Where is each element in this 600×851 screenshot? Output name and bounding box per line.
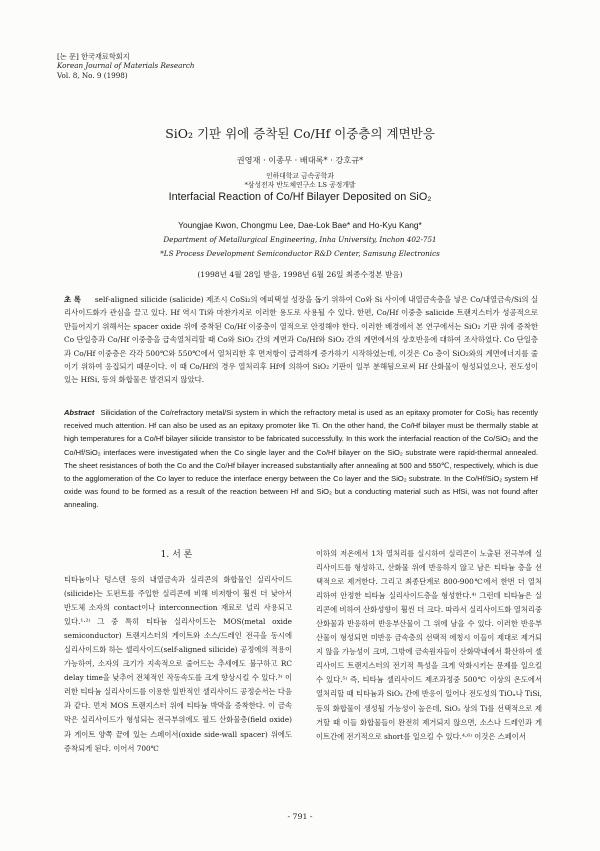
title-korean: SiO₂ 기판 위에 증착된 Co/Hf 이중층의 계면반응 xyxy=(165,126,435,141)
section-heading-introduction: 1. 서 론 xyxy=(160,550,193,560)
abstract-korean-label: 초 록 xyxy=(64,295,81,304)
affiliation-korean-2: *삼성전자 반도체연구소 LS 공정개발 xyxy=(244,181,356,189)
journal-volume: Vol. 8, No. 9 (1998) xyxy=(57,70,128,80)
abstract-english-text: Silicidation of the Co/refractory metal/Si system in which the refractory metal is used as an epitaxy promoter for CoSi₂ has recently received much attention. Hf can also be used as an epitaxy promoter like Ti. On the other hand, the Co/Hf bilayer must be thermally stable at high temperatures for a Co/Hf bilayer silicide transistor to be fabricated successfully. In this work the interfacial reaction of the Co/SiO₂ and the Co/Hf/SiO₂ interfaces were investigated when the Co single layer and the Co/Hf bilayer on the SiO₂ substrate were rapid-thermal annealed. The sheet resistances of both the Co and the Co/Hf bilayer increased substantially after annealing at 500 and 550℃, respectively, which is due to the agglomeration of the Co layer to reduce the interface energy between the Co layer and the SiO₂ substrate. In the Co/Hf/SiO₂ system Hf oxide was found to be formed as a result of the reaction between Hf and SiO₂ but a conducting material such as HfSi, was not found after annealing. xyxy=(64,408,538,510)
journal-header xyxy=(57,52,195,80)
title-english: Interfacial Reaction of Co/Hf Bilayer Deposited on SiO₂ xyxy=(168,191,432,203)
affiliation-english-2: *LS Process Development Semiconductor R&D Center, Samsung Electronics xyxy=(160,249,440,258)
abstract-korean-text: self-aligned silicide (salicide) 제조시 CoSi₂의 에피택셜 성장을 돕기 위하여 Co와 Si 사이에 내열금속층을 넣은 Co/내열금속/Si의 실리사이드화가 관심을 끌고 있다. Hf 역시 Ti와 마찬가지로 이러한 용도로 사용될 수 있다. 한편, Co/Hf 이중층 salicide 트랜지스터가 성공적으로 만들어지기 위해서는 spacer oxide 위에 증착된 Co/Hf 이중층이 열적으로 안정해야 한다. 이러한 배경에서 본 연구에서는 SiO₂ 기판 위에 증착한 Co 단일층과 Co/Hf 이중층을 급속열처리할 때 Co와 SiO₂ 간의 계면과 Co/Hf와 SiO₂ 간의 계면에서의 상호반응에 대하여 조사하였다. Co 단일층과 Co/Hf 이중층은 각각 500℃와 550℃에서 열처리한 후 면저항이 급격하게 증가하기 시작하였는데, 이것은 Co 층이 SiO₂와의 계면에너지를 줄이기 위하여 응집되기 때문이다. 이 때 Co/Hf의 경우 열처리후 Hf에 의하여 SiO₂ 기판이 일부 분해됨으로써 Hf 산화물이 형성되었으나, 전도성이 있는 HfSi, 등의 화합물은 발견되지 않았다. xyxy=(64,295,538,385)
abstract-korean xyxy=(64,293,538,387)
body-column-left: 티타늄이나 텅스텐 등의 내열금속과 실리콘의 화합물인 실리사이드(silicide)는 도펀트를 주입한 실리콘에 비해 비저항이 훨씬 더 낮아서 반도체 소자의 contact이나 interconnection 재료로 널리 사용되고 있다.¹·²⁾ 그 중 특히 티타늄 실리사이드는 MOS(metal oxide semiconductor) 트랜지스터의 게이트와 소스/드레인 전극을 동시에 실리사이드화 하는 셀리사이드(self-aligned silicide) 공정에의 적용이 가능하여, 소자의 크기가 지속적으로 줄어드는 추세에도 불구하고 RC delay time을 낮추어 전체적인 작동속도를 크게 향상시킬 수 있다.³⁾ 이러한 티타늄 실리사이드를 이용한 일반적인 셀리사이드 공정순서는 다음과 같다. 먼저 MOS 트랜지스터 위에 티타늄 박막을 증착한다. 이 금속막은 실리사이드가 형성되는 전극부위에도 필드 산화물층(field oxide)과 게이트 양쪽 끝에 있는 스페이서(oxide side-wall spacer) 위에도 증착되게 된다. 이어서 700℃ xyxy=(64,575,292,753)
affiliation-korean-1: 인하대학교 금속공학과 xyxy=(266,172,334,180)
page-number: - 791 - xyxy=(287,812,313,821)
abstract-english-label: Abstract xyxy=(64,408,95,417)
journal-name-en: Korean Journal of Materials Research xyxy=(57,61,195,71)
abstract-english xyxy=(64,406,538,512)
journal-name-ko: [논 문] 한국재료학회지 xyxy=(57,52,130,61)
body-column-right: 이하의 저온에서 1차 열처리를 실시하여 실리콘이 노출된 전극부에 실리사이드를 형성하고, 산화물 위에 반응하지 않고 남은 티타늄 층을 선택적으로 제거한다. 그리고 최종단계로 800-900℃에서 한번 더 열처리하여 안정한 티타늄 실리사이드층을 형성한다.⁴⁾ 그런데 티타늄은 실리콘에 비하여 산화성향이 훨씬 더 크다. 따라서 실리사이드화 열처리중 산화물과 반응하여 반응부산물이 그 위에 남을 수 있다. 이러한 반응부산물이 형성되면 미반응 금속층의 선택적 에칭시 이들이 제대로 제거되지 않을 가능성이 크며, 그밖에 금속원자들이 산화막내에서 확산하여 셀리사이드 트랜지스터의 전기적 특성을 크게 악화시키는 문제를 일으킬 수 있다.⁵⁾ 즉, 티타늄 셀리사이드 제조과정중 500℃ 이상의 온도에서 열처리할 때 티타늄과 SiO₂ 간에 반응이 일어나 전도성의 TiOₓ나 TiSi, 등의 화합물이 생성될 가능성이 높은데, SiO₂ 상의 Ti를 선택적으로 제거할 때 이들 화합물들이 완전히 제거되지 않으면, 소스나 드레인과 게이트간에 전기적으로 short를 일으킬 수 있다.⁴·⁶⁾ 이것은 스페이서 xyxy=(316,549,542,741)
affiliation-english-1: Department of Metallurgical Engineering, Inha University, Inchon 402-751 xyxy=(163,235,437,244)
received-dates: (1998년 4월 28일 받음, 1998년 6월 26일 최종수정본 받음) xyxy=(197,270,403,279)
authors-english: Youngjae Kwon, Chongmu Lee, Dae-Lok Bae* and Ho-Kyu Kang* xyxy=(178,220,422,230)
authors-korean: 권영재 · 이종무 · 배대록* · 강호규* xyxy=(236,155,364,165)
